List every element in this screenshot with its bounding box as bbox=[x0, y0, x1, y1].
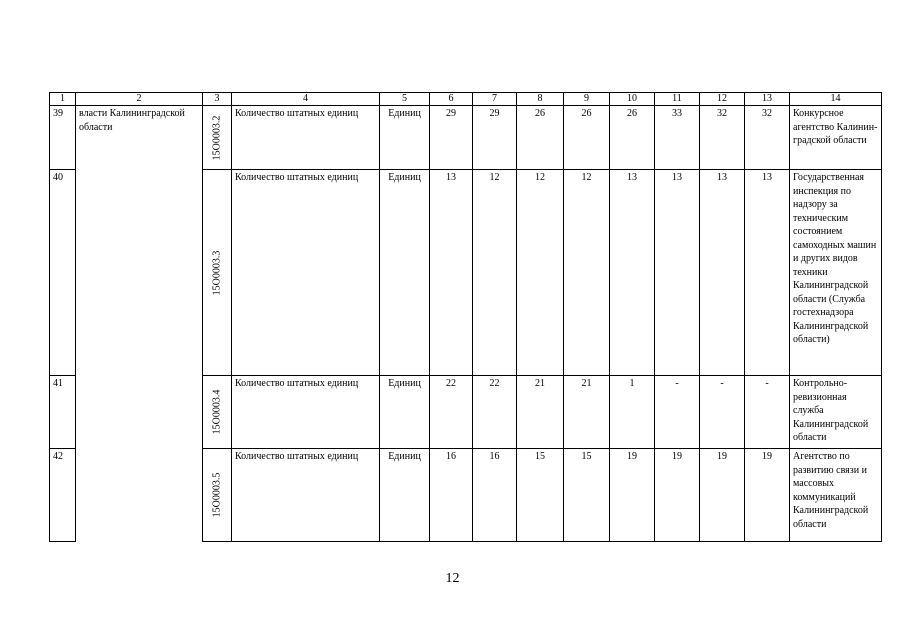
column-header: 2 bbox=[76, 93, 203, 106]
unit: Единиц bbox=[380, 170, 430, 376]
value-cell: - bbox=[700, 376, 745, 449]
value-cell: 13 bbox=[610, 170, 655, 376]
value-cell: 12 bbox=[564, 170, 610, 376]
value-cell: - bbox=[655, 376, 700, 449]
indicator-code-text: 15O0003.4 bbox=[211, 389, 223, 435]
value-cell: 19 bbox=[700, 449, 745, 542]
value-cell: 15 bbox=[517, 449, 564, 542]
value-cell: 22 bbox=[473, 376, 517, 449]
value-cell: 26 bbox=[610, 106, 655, 170]
indicator-code-text: 15O0003.5 bbox=[211, 472, 223, 518]
organization: Государственная инспекция по надзору за техническим состоянием самоходных машин и других видов техники Калининградской области (Служба гостехнадзора Калининградской области) bbox=[790, 170, 882, 376]
value-cell: 19 bbox=[655, 449, 700, 542]
page-number: 12 bbox=[445, 571, 460, 586]
column-header: 12 bbox=[700, 93, 745, 106]
column-header: 7 bbox=[473, 93, 517, 106]
row-index: 40 bbox=[50, 170, 76, 376]
value-cell: 21 bbox=[564, 376, 610, 449]
value-cell: 13 bbox=[430, 170, 473, 376]
column-header: 6 bbox=[430, 93, 473, 106]
column-header: 4 bbox=[232, 93, 380, 106]
value-cell: 32 bbox=[700, 106, 745, 170]
value-cell: 16 bbox=[430, 449, 473, 542]
unit: Единиц bbox=[380, 106, 430, 170]
indicator-code-text: 15O0003.2 bbox=[211, 115, 223, 160]
column-header: 11 bbox=[655, 93, 700, 106]
indicator-name: Количество штатных единиц bbox=[232, 106, 380, 170]
row-index: 39 bbox=[50, 106, 76, 170]
unit: Единиц bbox=[380, 449, 430, 542]
value-cell: 22 bbox=[430, 376, 473, 449]
value-cell: 12 bbox=[517, 170, 564, 376]
column-header: 1 bbox=[50, 93, 76, 106]
value-cell: 13 bbox=[655, 170, 700, 376]
indicator-code bbox=[203, 170, 232, 376]
value-cell: 26 bbox=[517, 106, 564, 170]
section-label: власти Калининградской области bbox=[76, 106, 203, 542]
indicator-code-text: 15O0003.3 bbox=[211, 250, 223, 295]
organization: Агентство по развитию связи и массовых коммуникаций Калининградской области bbox=[790, 449, 882, 542]
row-index: 41 bbox=[50, 376, 76, 449]
value-cell: 29 bbox=[430, 106, 473, 170]
column-header: 14 bbox=[790, 93, 882, 106]
value-cell: 33 bbox=[655, 106, 700, 170]
indicator-code bbox=[203, 449, 232, 542]
indicator-name: Количество штатных единиц bbox=[232, 170, 380, 376]
value-cell: 19 bbox=[745, 449, 790, 542]
value-cell: 26 bbox=[564, 106, 610, 170]
value-cell: 15 bbox=[564, 449, 610, 542]
column-header: 13 bbox=[745, 93, 790, 106]
indicators-table bbox=[49, 92, 882, 542]
organization: Контрольно-ревизионная служба Калининградской области bbox=[790, 376, 882, 449]
organization: Конкурсное агентство Калининградской области bbox=[790, 106, 882, 170]
value-cell: 12 bbox=[473, 170, 517, 376]
indicator-code bbox=[203, 106, 232, 170]
value-cell: 21 bbox=[517, 376, 564, 449]
indicator-code bbox=[203, 376, 232, 449]
value-cell: 13 bbox=[745, 170, 790, 376]
value-cell: 19 bbox=[610, 449, 655, 542]
indicator-name: Количество штатных единиц bbox=[232, 449, 380, 542]
column-header: 8 bbox=[517, 93, 564, 106]
row-index: 42 bbox=[50, 449, 76, 542]
indicator-name: Количество штатных единиц bbox=[232, 376, 380, 449]
column-header: 9 bbox=[564, 93, 610, 106]
value-cell: 13 bbox=[700, 170, 745, 376]
value-cell: 29 bbox=[473, 106, 517, 170]
header-row bbox=[50, 93, 882, 106]
table-row bbox=[50, 106, 882, 170]
column-header: 10 bbox=[610, 93, 655, 106]
value-cell: 32 bbox=[745, 106, 790, 170]
value-cell: 16 bbox=[473, 449, 517, 542]
column-header: 3 bbox=[203, 93, 232, 106]
value-cell: - bbox=[745, 376, 790, 449]
value-cell: 1 bbox=[610, 376, 655, 449]
unit: Единиц bbox=[380, 376, 430, 449]
column-header: 5 bbox=[380, 93, 430, 106]
